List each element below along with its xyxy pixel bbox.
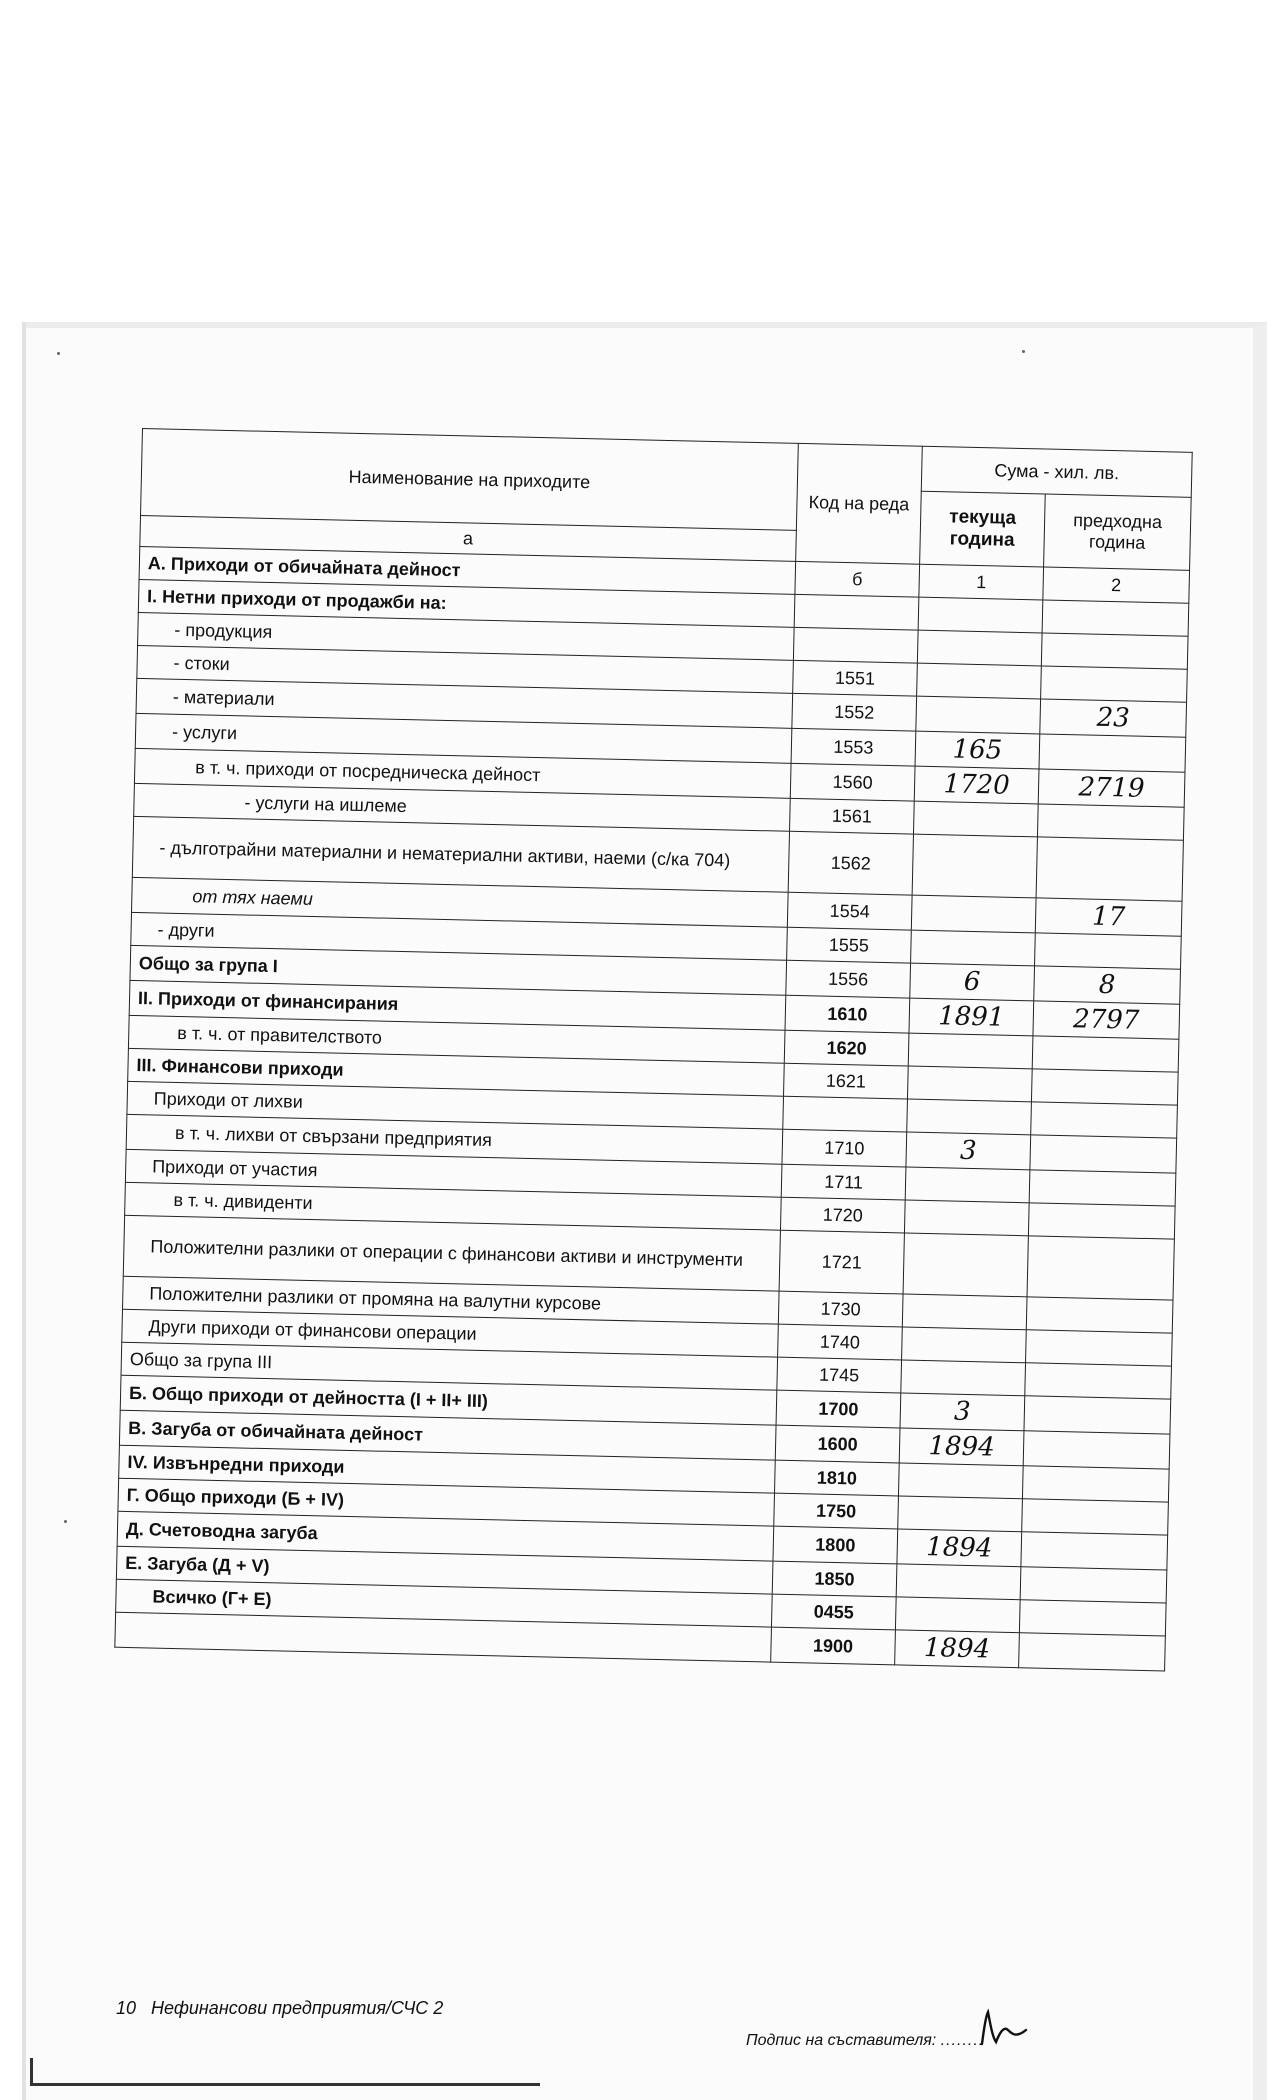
- row-code: 1551: [793, 660, 918, 696]
- row-code: 1900: [771, 1627, 896, 1665]
- row-label: I. Нетни приходи от продажби на:: [138, 579, 795, 627]
- row-code: 1552: [792, 693, 917, 731]
- row-previous-value: [1031, 1069, 1178, 1105]
- row-code: 1745: [777, 1357, 902, 1393]
- row-previous-value: 2719: [1038, 769, 1185, 807]
- row-previous-value: [1022, 1466, 1169, 1502]
- row-label: от тях наеми: [132, 877, 789, 927]
- row-label: Положителни разлики от операции с финансови активи и инструменти: [123, 1215, 780, 1291]
- header-name: Наименование на приходите: [141, 429, 799, 531]
- row-current-value: [905, 1167, 1030, 1203]
- header-code: Код на реда: [796, 443, 923, 564]
- row-previous-value: [1024, 1396, 1171, 1434]
- row-code: 1620: [784, 1030, 909, 1066]
- page-number: 10: [116, 1998, 137, 2018]
- row-label: А. Приходи от обичайната дейност: [139, 546, 796, 594]
- row-current-value: 1891: [909, 998, 1034, 1036]
- table-body: [115, 546, 1190, 1671]
- row-code: 1800: [773, 1526, 898, 1564]
- income-table: [114, 428, 1192, 1672]
- row-code: [793, 627, 918, 663]
- row-current-value: [896, 1564, 1021, 1600]
- row-previous-value: [1019, 1600, 1166, 1636]
- row-col-index: 2: [1043, 567, 1190, 603]
- page-footer: [116, 1998, 443, 2019]
- page-corner-mark: [30, 2058, 33, 2086]
- row-current-value: 1894: [895, 1630, 1020, 1668]
- row-current-value: [902, 1294, 1027, 1330]
- row-label: - материали: [136, 678, 793, 728]
- blank-top-area: [0, 0, 1275, 322]
- row-current-value: 1894: [899, 1428, 1024, 1466]
- row-current-value: [903, 1233, 1028, 1297]
- row-current-value: [912, 834, 1037, 898]
- row-label: в т. ч. дивиденти: [125, 1182, 782, 1230]
- row-current-value: [902, 1327, 1027, 1363]
- row-current-value: 165: [915, 731, 1040, 769]
- row-previous-value: [1037, 804, 1184, 840]
- row-current-value: [911, 930, 1036, 966]
- row-current-value: [908, 1033, 1033, 1069]
- row-code: 1556: [786, 960, 911, 998]
- row-code: 1850: [772, 1561, 897, 1597]
- signature-mark: [978, 2008, 1030, 2048]
- row-current-value: [901, 1360, 1026, 1396]
- row-current-value: 3: [906, 1132, 1031, 1170]
- row-previous-value: 8: [1034, 966, 1181, 1004]
- row-previous-value: 23: [1040, 699, 1187, 737]
- income-table-wrapper: [114, 428, 1191, 1672]
- row-previous-value: [1021, 1532, 1168, 1570]
- row-code: 1700: [776, 1390, 901, 1428]
- row-code: 1710: [782, 1129, 907, 1167]
- row-code: 1560: [790, 763, 915, 801]
- row-label: Б. Общо приходи от дейността (I + II+ III): [120, 1375, 777, 1425]
- row-label: Е. Загуба (Д + V): [116, 1546, 773, 1594]
- row-label: Приходи от участия: [125, 1149, 782, 1197]
- row-label: - продукция: [138, 612, 795, 660]
- row-current-value: [911, 895, 1036, 933]
- header-current-year: текуща година: [920, 491, 1046, 567]
- row-code: 1555: [787, 927, 912, 963]
- scan-speck: [57, 352, 60, 355]
- row-previous-value: [1032, 1036, 1179, 1072]
- row-current-value: 1894: [897, 1529, 1022, 1567]
- row-current-value: [913, 801, 1038, 837]
- row-previous-value: [1025, 1363, 1172, 1399]
- row-current-value: 6: [910, 963, 1035, 1001]
- row-previous-value: [1019, 1633, 1166, 1671]
- row-current-value: [895, 1597, 1020, 1633]
- signature-dots: ........: [940, 2032, 985, 2049]
- row-col-index: 1: [919, 564, 1044, 600]
- row-previous-value: [1026, 1330, 1173, 1366]
- row-current-value: 3: [900, 1393, 1025, 1431]
- row-previous-value: 2797: [1033, 1001, 1180, 1039]
- row-current-value: [917, 663, 1042, 699]
- row-previous-value: [1027, 1236, 1174, 1300]
- row-current-value: [898, 1496, 1023, 1532]
- row-code: [794, 594, 919, 630]
- row-code: 0455: [771, 1594, 896, 1630]
- row-label: - услуги на ишлеме: [134, 783, 791, 831]
- row-current-value: [904, 1200, 1029, 1236]
- row-code: б: [795, 561, 920, 597]
- scan-speck: [64, 1520, 67, 1523]
- row-previous-value: 17: [1035, 898, 1182, 936]
- row-previous-value: [1036, 837, 1183, 901]
- row-current-value: [907, 1099, 1032, 1135]
- row-previous-value: [1030, 1135, 1177, 1173]
- row-code: 1561: [790, 798, 915, 834]
- row-code: 1600: [775, 1425, 900, 1463]
- row-label: Други приходи от финансови операции: [122, 1309, 779, 1357]
- row-current-value: [917, 630, 1042, 666]
- row-code: 1720: [780, 1197, 905, 1233]
- row-code: 1562: [788, 831, 913, 895]
- row-previous-value: [1035, 933, 1182, 969]
- row-label: Положителни разлики от промяна на валутни курсове: [123, 1276, 780, 1324]
- row-label: IV. Извънредни приходи: [119, 1445, 776, 1493]
- row-code: 1554: [787, 892, 912, 930]
- row-code: [783, 1096, 908, 1132]
- row-code: 1621: [784, 1063, 909, 1099]
- row-previous-value: [1041, 633, 1188, 669]
- row-previous-value: [1023, 1431, 1170, 1469]
- page-bottom-rule: [30, 2083, 540, 2086]
- row-current-value: [918, 597, 1043, 633]
- row-code: 1721: [779, 1230, 904, 1294]
- row-label: II. Приходи от финансирания: [129, 980, 786, 1030]
- publication-title: Нефинансови предприятия/СЧС 2: [151, 1998, 444, 2018]
- row-code: 1730: [778, 1291, 903, 1327]
- row-previous-value: [1026, 1297, 1173, 1333]
- row-label: Д. Счетоводна загуба: [117, 1511, 774, 1561]
- row-previous-value: [1029, 1170, 1176, 1206]
- row-current-value: [907, 1066, 1032, 1102]
- row-previous-value: [1039, 734, 1186, 772]
- row-label: - дълготрайни материални и нематериални активи, наеми (с/ка 704): [132, 816, 789, 892]
- row-current-value: [916, 696, 1041, 734]
- row-label: Общо за група III: [121, 1342, 778, 1390]
- signature-label: Подпис на съставителя:: [746, 2032, 937, 2049]
- row-current-value: [898, 1463, 1023, 1499]
- row-current-value: 1720: [914, 766, 1039, 804]
- row-label: - стоки: [137, 645, 794, 693]
- signature-line: [746, 2032, 984, 2050]
- row-label: в т. ч. приходи от посредническа дейност: [134, 748, 791, 798]
- row-label: - други: [131, 912, 788, 960]
- row-label: III. Финансови приходи: [128, 1048, 785, 1096]
- row-label: - услуги: [135, 713, 792, 763]
- scan-speck: [1022, 350, 1025, 353]
- row-code: 1810: [774, 1460, 899, 1496]
- row-label: Всичко (Г+ Е): [116, 1579, 773, 1627]
- row-previous-value: [1031, 1102, 1178, 1138]
- row-code: 1750: [774, 1493, 899, 1529]
- header-previous-year: предходна година: [1044, 494, 1192, 570]
- row-label: в т. ч. лихви от свързани предприятия: [126, 1114, 783, 1164]
- row-previous-value: [1028, 1203, 1175, 1239]
- page-edge: [22, 322, 26, 2100]
- row-label: в т. ч. от правителството: [128, 1015, 785, 1063]
- header-sum: Сума - хил. лв.: [921, 446, 1192, 497]
- row-label: Общо за група I: [130, 945, 787, 995]
- row-previous-value: [1041, 666, 1188, 702]
- row-label: Г. Общо приходи (Б + IV): [118, 1478, 775, 1526]
- row-previous-value: [1022, 1499, 1169, 1535]
- header-col-a: а: [140, 515, 797, 561]
- row-code: 1740: [778, 1324, 903, 1360]
- row-code: 1711: [781, 1164, 906, 1200]
- row-code: 1610: [785, 995, 910, 1033]
- row-code: 1553: [791, 728, 916, 766]
- row-label: В. Загуба от обичайната дейност: [119, 1410, 776, 1460]
- row-label: Приходи от лихви: [127, 1081, 784, 1129]
- row-previous-value: [1042, 600, 1189, 636]
- row-previous-value: [1020, 1567, 1167, 1603]
